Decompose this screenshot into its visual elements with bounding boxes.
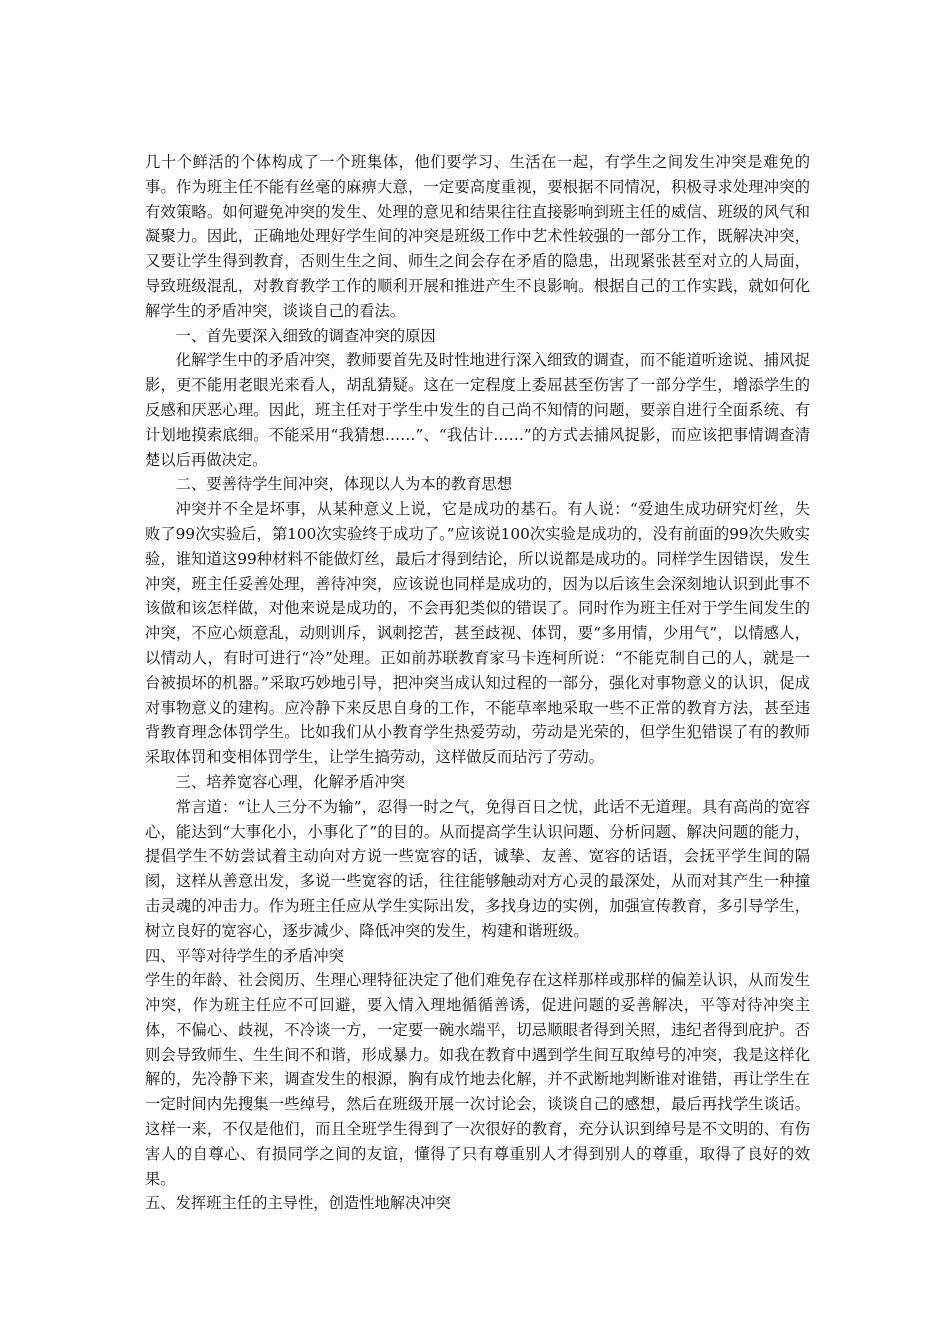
section-heading-3: 三、培养宽容心理，化解矛盾冲突 bbox=[175, 772, 406, 791]
section-heading-2: 二、要善待学生间冲突，体现以人为本的教育思想 bbox=[175, 475, 513, 494]
intro-paragraph: 几十个鲜活的个体构成了一个班集体，他们要学习、生活在一起，有学生之间发生冲突是难免的事。作为班主任不能有丝毫的麻痹大意，一定要高度重视，要根据不同情况，积极寻求处理冲突的有效策略。如何避免冲突的发生、处理的意见和结果往往直接影响到班主任的威信、班级的风气和凝聚力。因此，正确地处理好学生间的冲突是班级工作中艺术性较强的一部分工作，既解决冲突，又要让学生得到教育，否则生生之间、师生之间会存在矛盾的隐患，出现紧张甚至对立的人局面，导致班级混乱，对教育教学工作的顺利开展和推进产生不良影响。根据自己的工作实践，就如何化解学生的矛盾冲突，谈谈自己的看法。 bbox=[145, 153, 810, 320]
section-heading-5: 五、发挥班主任的主导性，创造性地解决冲突 bbox=[145, 1194, 451, 1213]
section-2-paragraph: 冲突并不全是坏事，从某种意义上说，它是成功的基石。有人说：“爱迪生成功研究灯丝，失败了99次实验后，第100次实验终于成功了。”应该说100次实验是成功的，没有前面的99次失败实验，谁知道这99种材料不能做灯丝，最后才得到结论，所以说都是成功的。同样学生因错误，发生冲突，班主任妥善处理，善待冲突，应该说也同样是成功的，因为以后该生会深刻地认识到此事不该做和该怎样做，对他来说是成功的，不会再犯类似的错误了。同时作为班主任对于学生间发生的冲突，不应心烦意乱，动则训斥，讽刺挖苦，甚至歧视、体罚，要“多用情，少用气”，以情感人，以情动人，有时可进行“冷”处理。正如前苏联教育家马卡连柯所说：“不能克制自己的人，就是一台被损坏的机器。”采取巧妙地引导，把冲突当成认知过程的一部分，强化对事物意义的认识，促成对事物意义的建构。应冷静下来反思自身的工作，不能草率地采取一些不正常的教育方法，甚至违背教育理念体罚学生。比如我们从小教育学生热爱劳动，劳动是光荣的，但学生犯错误了有的教师采取体罚和变相体罚学生，让学生搞劳动，这样做反而玷污了劳动。 bbox=[145, 500, 810, 767]
section-4-paragraph: 学生的年龄、社会阅历、生理心理特征决定了他们难免存在这样那样或那样的偏差认识，从而发生冲突，作为班主任应不可回避，要入情入理地循循善诱，促进问题的妥善解决，平等对待冲突主体，不偏心、歧视，不冷谈一方，一定要一碗水端平，切忌顺眼者得到关照，违纪者得到庇护。否则会导致师生、生生间不和谐，形成暴力。如我在教育中遇到学生间互取绰号的冲突，我是这样化解的，先冷静下来，调查发生的根源，胸有成竹地去化解，并不武断地判断谁对谁错，再让学生在一定时间内先搜集一些绰号，然后在班级开展一次讨论会，谈谈自己的感想，最后再找学生谈话。这样一来，不仅是他们，而且全班学生得到了一次很好的教育，充分认识到绰号是不文明的、有伤害人的自尊心、有损同学之间的友谊，懂得了只有尊重别人才得到别人的尊重，取得了良好的效果。 bbox=[145, 971, 810, 1188]
section-1-paragraph: 化解学生中的矛盾冲突，教师要首先及时性地进行深入细致的调查，而不能道听途说、捕风捉影，更不能用老眼光来看人，胡乱猜疑。这在一定程度上委屈甚至伤害了一部分学生，增添学生的反感和厌恶心理。因此，班主任对于学生中发生的自己尚不知情的问题，要亲自进行全面系统、有计划地摸索底细。不能采用“我猜想……”、“我估计……”的方式去捕风捉影，而应该把事情调查清楚以后再做决定。 bbox=[145, 351, 810, 469]
section-heading-4: 四、平等对待学生的矛盾冲突 bbox=[145, 946, 344, 965]
section-3-paragraph: 常言道：“让人三分不为输”，忍得一时之气，免得百日之忧，此话不无道理。具有高尚的宽容心，能达到“大事化小，小事化了”的目的。从而提高学生认识问题、分析问题、解决问题的能力，提倡学生不妨尝试着主动向对方说一些宽容的话，诚挚、友善、宽容的话语，会抚平学生间的隔阂，这样从善意出发，多说一些宽容的话，往往能够触动对方心灵的最深处，从而对其产生一种撞击灵魂的冲击力。作为班主任应从学生实际出发，多找身边的实例，加强宣传教育，多引导学生，树立良好的宽容心，逐步减少、降低冲突的发生，构建和谐班级。 bbox=[145, 797, 810, 940]
document-page bbox=[145, 150, 810, 1216]
section-heading-1: 一、首先要深入细致的调查冲突的原因 bbox=[175, 326, 436, 345]
